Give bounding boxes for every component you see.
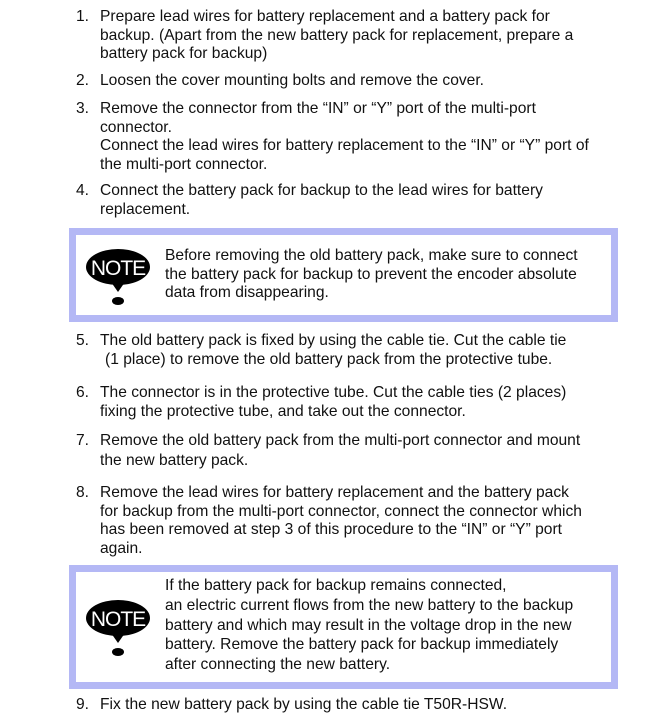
note-text [165,247,578,303]
step-line: has been removed at step 3 of this procedure to the “IN” or “Y” port [100,521,562,539]
step-line: backup. (Apart from the new battery pack for replacement, prepare a [100,26,574,44]
note-line: battery and which may result in the voltage drop in the new [165,616,572,634]
step-text [100,484,636,558]
step-line: connector. [100,118,172,136]
step-text [100,8,636,64]
step-line: The connector is in the protective tube. Cut the cable ties (2 places) [100,384,567,401]
step-5 [76,332,636,369]
step-line: the multi-port connector. [100,155,268,173]
step-3 [76,100,636,174]
step-8 [76,484,636,558]
step-line: fixing the protective tube, and take out the connector. [100,402,466,420]
note-box [69,565,618,689]
step-2 [76,72,636,91]
note-line: If the battery pack for backup remains connected, [165,577,507,594]
step-number: 4. [76,182,90,199]
step-line: (1 place) to remove the old battery pack from the protective tube. [105,350,553,368]
step-text [100,431,636,471]
step-text [100,696,636,715]
step-line: again. [100,539,143,557]
step-6 [76,384,636,421]
step-number: 7. [76,432,90,449]
note-line: Before removing the old battery pack, make sure to connect [165,247,578,264]
step-number: 3. [76,100,90,117]
step-number: 5. [76,332,90,349]
step-line: Connect the lead wires for battery replacement to the “IN” or “Y” port of [100,137,589,155]
step-1 [76,8,636,64]
step-7 [76,431,636,471]
step-number: 1. [76,8,90,25]
step-line: for backup from the multi-port connector, connect the connector which [100,502,582,520]
step-number: 8. [76,484,90,501]
step-9 [76,696,636,715]
note-line: the battery pack for backup to prevent the encoder absolute [165,265,577,283]
note-icon [85,248,151,318]
step-line: Remove the lead wires for battery replacement and the battery pack [100,484,569,501]
step-number: 9. [76,696,90,713]
step-text [100,100,636,174]
step-line: Prepare lead wires for battery replacement and a battery pack for [100,8,550,25]
step-line: battery pack for backup) [100,45,268,63]
note-icon-label: NOTE [90,257,146,280]
note-line: data from disappearing. [165,284,329,302]
step-line: Remove the connector from the “IN” or “Y” port of the multi-port [100,100,536,117]
step-text [100,72,636,91]
step-line: Connect the battery pack for backup to the lead wires for battery [100,182,543,199]
step-line: Remove the old battery pack from the multi-port connector and mount [100,432,581,449]
step-line: Loosen the cover mounting bolts and remove the cover. [100,72,485,89]
note-line: after connecting the new battery. [165,656,391,674]
step-line: the new battery pack. [100,452,249,469]
note-icon [85,599,151,669]
step-4 [76,182,636,219]
note-icon-label: NOTE [90,608,146,631]
note-box [69,228,618,322]
step-line: replacement. [100,200,191,218]
note-line: battery. Remove the battery pack for backup immediately [165,636,559,654]
step-text [100,332,636,369]
step-number: 6. [76,384,90,401]
note-line: an electric current flows from the new battery to the backup [165,596,574,614]
step-text [100,384,636,421]
step-line: The old battery pack is fixed by using the cable tie. Cut the cable tie [100,332,567,349]
note-text [165,576,573,675]
step-text [100,182,636,219]
step-number: 2. [76,72,90,89]
step-line: Fix the new battery pack by using the cable tie T50R-HSW. [100,696,508,713]
